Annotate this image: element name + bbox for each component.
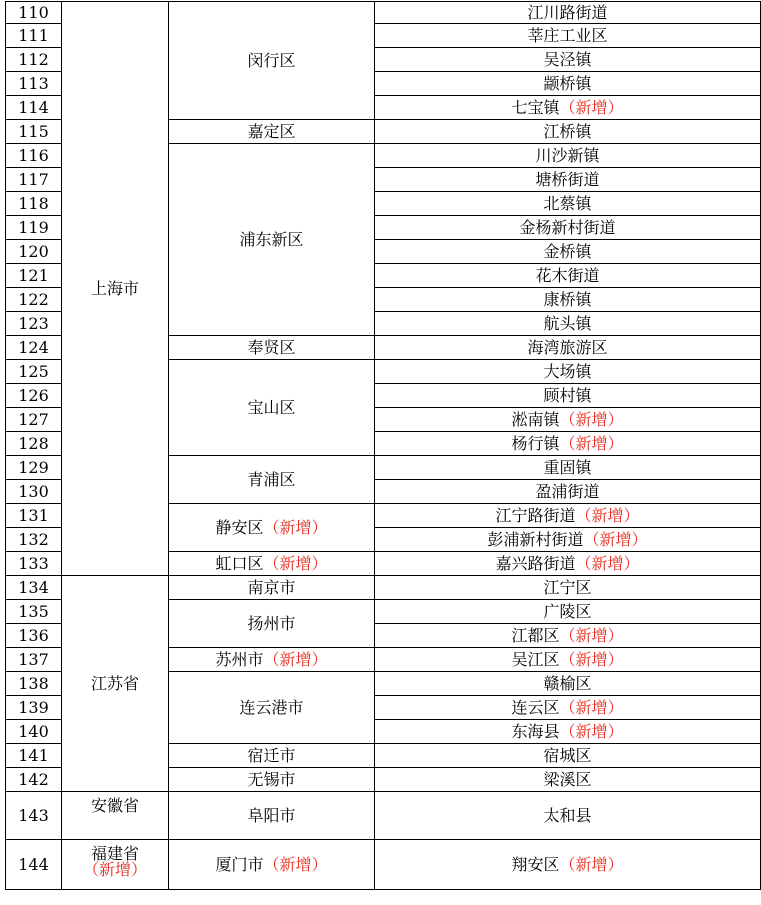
row-number: 112: [6, 48, 62, 72]
cell-text: 江川路街道: [527, 2, 608, 22]
city-cell: [169, 768, 375, 792]
district-cell: [375, 48, 761, 72]
city-cell: [169, 792, 375, 840]
row-number: 126: [6, 384, 62, 408]
cell-text: 宿迁市: [247, 745, 296, 765]
row-number: 141: [6, 744, 62, 768]
row-number: 110: [6, 2, 62, 24]
row-number: 114: [6, 96, 62, 120]
cell-text: 川沙新镇: [535, 145, 600, 165]
district-cell: [375, 576, 761, 600]
city-cell: [169, 672, 375, 744]
cell-text: 翔安区: [511, 854, 560, 874]
new-tag: （新增）: [559, 721, 624, 741]
district-cell: [375, 408, 761, 432]
cell-text: 吴泾镇: [543, 49, 592, 69]
cell-text: 江宁路街道: [495, 505, 576, 525]
cell-text: 南京市: [247, 577, 296, 597]
row-number: 115: [6, 120, 62, 144]
cell-text: 江宁区: [543, 577, 592, 597]
district-cell: [375, 192, 761, 216]
cell-text: 苏州市: [215, 649, 264, 669]
cell-text: 扬州市: [247, 613, 296, 633]
cell-text: 江都区: [511, 625, 560, 645]
row-number: 137: [6, 648, 62, 672]
row-number: 136: [6, 624, 62, 648]
cell-text: 福建省: [90, 844, 139, 863]
cell-text: 阜阳市: [247, 805, 296, 825]
row-number: 118: [6, 192, 62, 216]
city-cell: [169, 744, 375, 768]
cell-text: 青浦区: [247, 469, 296, 489]
cell-text: 奉贤区: [247, 337, 296, 357]
district-cell: [375, 168, 761, 192]
cell-text: 江桥镇: [543, 121, 592, 141]
district-cell: [375, 336, 761, 360]
cell-text: 厦门市: [215, 854, 264, 874]
cell-text: 静安区: [215, 517, 264, 537]
row-number: 123: [6, 312, 62, 336]
district-cell: [375, 384, 761, 408]
row-number: 132: [6, 528, 62, 552]
district-cell: [375, 144, 761, 168]
new-tag: （新增）: [559, 854, 624, 874]
cell-text: 嘉兴路街道: [495, 553, 576, 573]
city-cell: [169, 552, 375, 576]
new-tag: （新增）: [559, 649, 624, 669]
city-cell: [169, 360, 375, 456]
city-cell: [169, 456, 375, 504]
district-cell: [375, 360, 761, 384]
table-row: [6, 792, 761, 840]
district-cell: [375, 504, 761, 528]
row-number: 111: [6, 24, 62, 48]
table-row: [6, 840, 761, 890]
cell-text: 金桥镇: [543, 241, 592, 261]
cell-text: 淞南镇: [511, 409, 560, 429]
city-cell: [169, 144, 375, 336]
district-cell: [375, 72, 761, 96]
cell-text: 无锡市: [247, 769, 296, 789]
district-cell: [375, 792, 761, 840]
district-cell: [375, 96, 761, 120]
district-cell: [375, 456, 761, 480]
city-cell: [169, 336, 375, 360]
city-cell: [169, 600, 375, 648]
district-cell: [375, 648, 761, 672]
new-tag: （新增）: [263, 854, 328, 874]
province-cell: [62, 792, 169, 840]
row-number: 125: [6, 360, 62, 384]
cell-text: 东海县: [511, 721, 560, 741]
new-tag: （新增）: [575, 505, 640, 525]
cell-text: 太和县: [543, 805, 592, 825]
cell-text: 海湾旅游区: [527, 337, 608, 357]
district-cell: [375, 480, 761, 504]
district-cell: [375, 528, 761, 552]
cell-text: 杨行镇: [511, 433, 560, 453]
cell-text: 宿城区: [543, 745, 592, 765]
cell-text: 广陵区: [543, 601, 592, 621]
cell-text: 盈浦街道: [535, 481, 600, 501]
row-number: 139: [6, 696, 62, 720]
region-table-body: [6, 2, 761, 890]
table-row: [6, 2, 761, 24]
row-number: 121: [6, 264, 62, 288]
city-cell: [169, 648, 375, 672]
new-tag: （新增）: [263, 553, 328, 573]
district-cell: [375, 432, 761, 456]
district-cell: [375, 840, 761, 890]
table-row: [6, 576, 761, 600]
cell-text: 嘉定区: [247, 121, 296, 141]
cell-text: 虹口区: [215, 553, 264, 573]
district-cell: [375, 312, 761, 336]
cell-text: 连云港市: [239, 697, 304, 717]
new-tag: （新增）: [559, 625, 624, 645]
cell-text: 江苏省: [90, 673, 139, 693]
city-cell: [169, 504, 375, 552]
row-number: 142: [6, 768, 62, 792]
new-tag: （新增）: [559, 697, 624, 717]
row-number: 130: [6, 480, 62, 504]
new-tag: （新增）: [559, 433, 624, 453]
row-number: 124: [6, 336, 62, 360]
cell-text: 赣榆区: [543, 673, 592, 693]
row-number: 131: [6, 504, 62, 528]
row-number: 122: [6, 288, 62, 312]
row-number: 135: [6, 600, 62, 624]
district-cell: [375, 24, 761, 48]
district-cell: [375, 264, 761, 288]
city-cell: [169, 2, 375, 120]
new-tag: （新增）: [583, 529, 648, 549]
row-number: 134: [6, 576, 62, 600]
cell-text: 宝山区: [247, 397, 296, 417]
row-number: 128: [6, 432, 62, 456]
city-cell: [169, 120, 375, 144]
cell-text: 花木街道: [535, 265, 600, 285]
row-number: 117: [6, 168, 62, 192]
district-cell: [375, 768, 761, 792]
cell-text: 梁溪区: [543, 769, 592, 789]
district-cell: [375, 672, 761, 696]
district-cell: [375, 600, 761, 624]
cell-text: 颛桥镇: [543, 73, 592, 93]
cell-text: 彭浦新村街道: [487, 529, 584, 549]
cell-text: 北蔡镇: [543, 193, 592, 213]
row-number: 140: [6, 720, 62, 744]
cell-text: 闵行区: [247, 50, 296, 70]
new-tag: （新增）: [263, 649, 328, 669]
cell-text: 莘庄工业区: [527, 25, 608, 45]
district-cell: [375, 2, 761, 24]
district-cell: [375, 240, 761, 264]
cell-text: 航头镇: [543, 313, 592, 333]
cell-text: 吴江区: [511, 649, 560, 669]
row-number: 113: [6, 72, 62, 96]
district-cell: [375, 720, 761, 744]
row-number: 116: [6, 144, 62, 168]
city-cell: [169, 840, 375, 890]
cell-text: 上海市: [90, 278, 139, 298]
cell-text: 塘桥街道: [535, 169, 600, 189]
new-tag: （新增）: [559, 409, 624, 429]
province-cell: [62, 576, 169, 792]
district-cell: [375, 744, 761, 768]
row-number: 119: [6, 216, 62, 240]
district-cell: [375, 288, 761, 312]
district-cell: [375, 552, 761, 576]
district-cell: [375, 120, 761, 144]
cell-text: 浦东新区: [239, 229, 304, 249]
region-table: [5, 1, 761, 890]
cell-text: 连云区: [511, 697, 560, 717]
row-number: 127: [6, 408, 62, 432]
district-cell: [375, 696, 761, 720]
city-cell: [169, 576, 375, 600]
new-tag: （新增）: [575, 553, 640, 573]
district-cell: [375, 216, 761, 240]
row-number: 143: [6, 792, 62, 840]
cell-text: 顾村镇: [543, 385, 592, 405]
row-number: 144: [6, 840, 62, 890]
new-tag: （新增）: [559, 97, 624, 117]
cell-text: 大场镇: [543, 361, 592, 381]
province-cell: [62, 2, 169, 576]
cell-text: 安徽省: [90, 796, 139, 815]
row-number: 129: [6, 456, 62, 480]
new-tag: （新增）: [263, 517, 328, 537]
new-tag: （新增）: [82, 860, 147, 879]
district-cell: [375, 624, 761, 648]
row-number: 138: [6, 672, 62, 696]
row-number: 133: [6, 552, 62, 576]
row-number: 120: [6, 240, 62, 264]
province-cell: [62, 840, 169, 890]
cell-text: 重固镇: [543, 457, 592, 477]
cell-text: 金杨新村街道: [519, 217, 616, 237]
cell-text: 七宝镇: [511, 97, 560, 117]
cell-text: 康桥镇: [543, 289, 592, 309]
